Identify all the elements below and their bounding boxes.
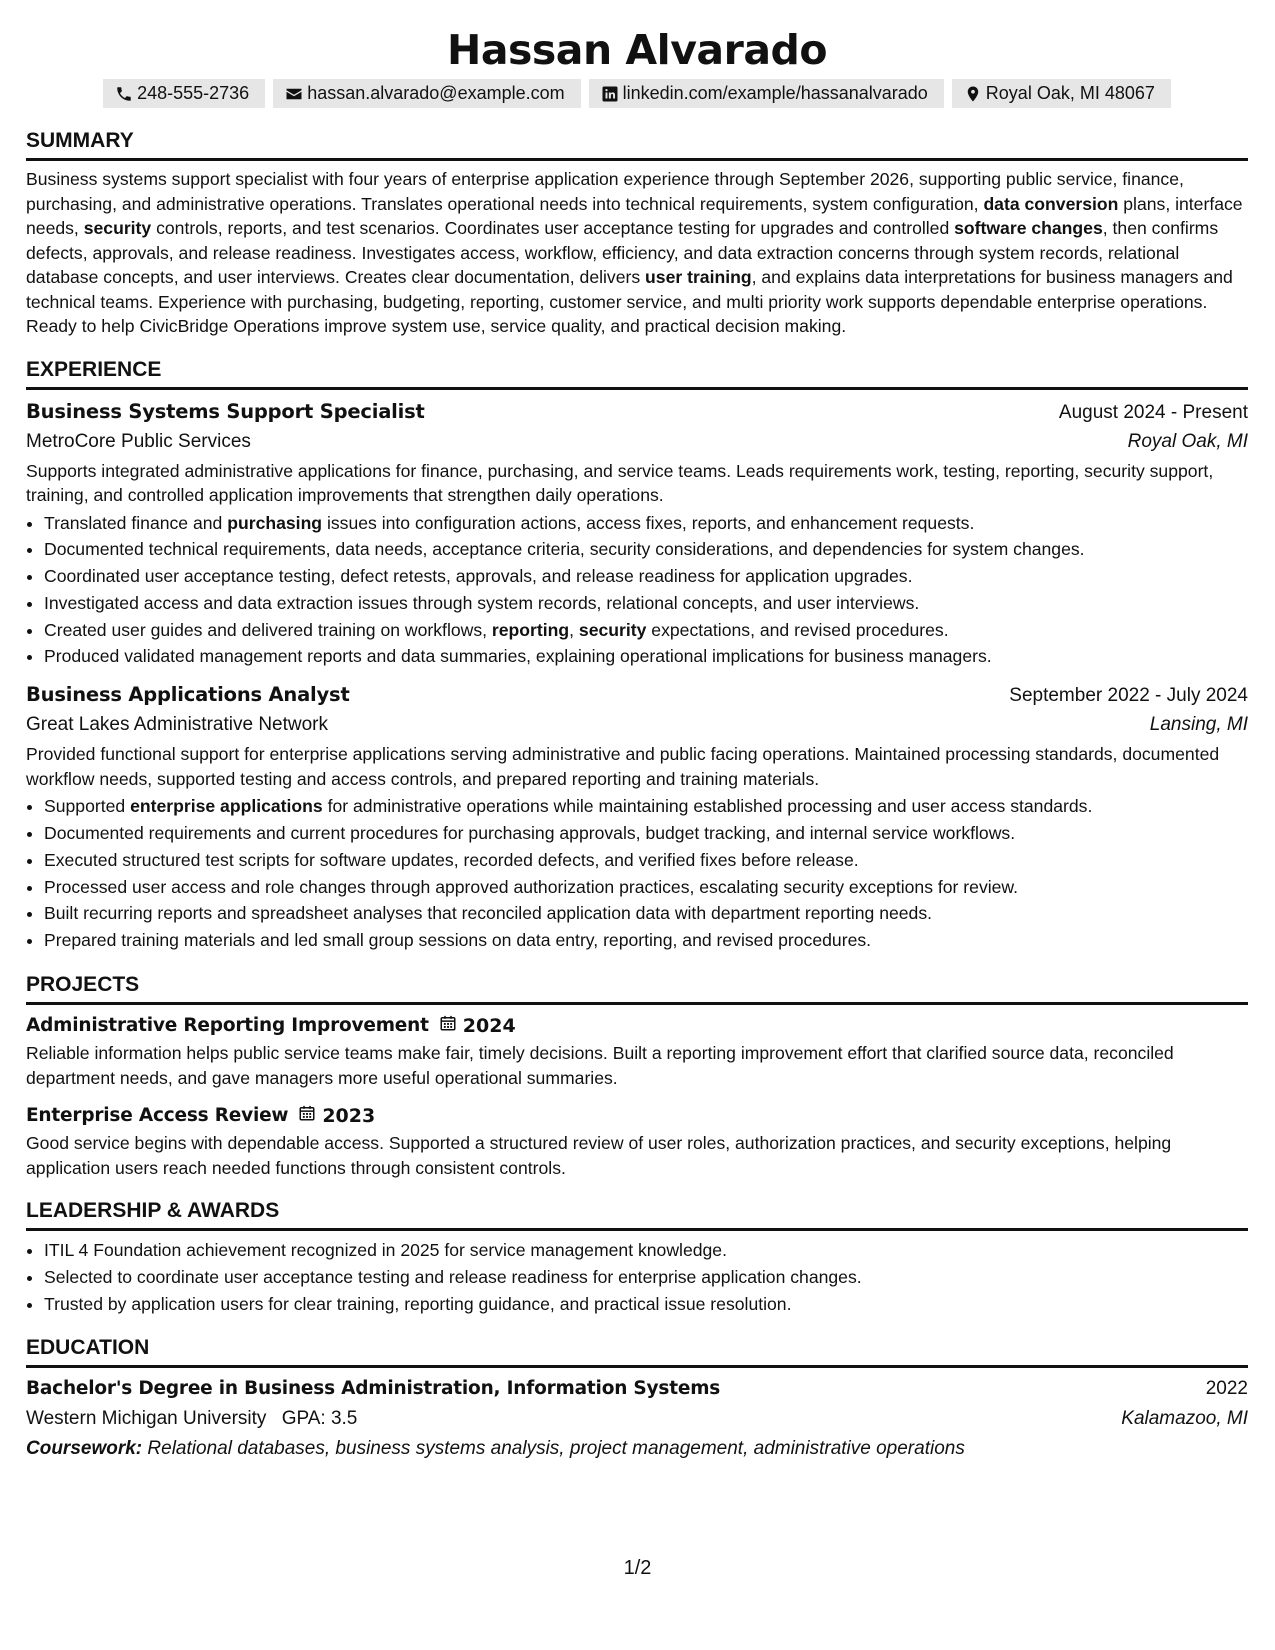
bullet-item: [44, 820, 1248, 847]
text-run: plans, interface needs,: [26, 193, 1243, 238]
text-run: Supported: [44, 796, 131, 817]
section-title-education: EDUCATION: [26, 1336, 150, 1360]
text-run: Documented requirements and current procedures for purchasing approvals, budget tracking, and internal service workflows.: [44, 823, 1016, 844]
project-year: [298, 1101, 375, 1131]
text-run: issues into configuration actions, access fixes, reports, and enhancement requests.: [322, 512, 975, 533]
summary-text: [26, 167, 1248, 339]
contact-email[interactable]: [273, 79, 580, 108]
job-bullets: [26, 510, 1248, 671]
candidate-name: Hassan Alvarado: [447, 26, 827, 74]
section-divider: [26, 1002, 1248, 1005]
project-title: Enterprise Access Review: [26, 1105, 289, 1127]
calendar-icon: [439, 1011, 457, 1041]
project-year-text: 2024: [462, 1015, 516, 1038]
bullet-item: [44, 617, 1248, 644]
contact-linkedin[interactable]: [589, 79, 944, 108]
bold-keyword: enterprise applications: [130, 796, 323, 817]
summary-section: [26, 128, 1248, 339]
bullet-item: [44, 847, 1248, 874]
list-item: • ITIL 4 Foundation achievement recognized in 2025 for service management knowledge.: [44, 1237, 1248, 1264]
contact-location-text: Royal Oak, MI 48067: [985, 83, 1155, 103]
text-run: Coordinated user acceptance testing, defect retests, approvals, and release readiness for application upgrades.: [44, 566, 913, 587]
job-description: Supports integrated administrative applications for finance, purchasing, and service teams. Leads requirements work, testing, reporting, security support, training, and controlled application improvements that strengthen daily operations.: [26, 460, 1214, 505]
project-description: Reliable information helps public service teams make fair, timely decisions. Built a reporting improvement effort that clarified source data, reconciled department needs, and gave managers more useful operational summaries.: [26, 1043, 1174, 1088]
gpa: GPA: 3.5: [281, 1408, 358, 1430]
text-run: Translated finance and: [44, 512, 228, 533]
bold-keyword: reporting: [491, 619, 570, 640]
text-run: Business systems support specialist with four years of enterprise application experience through September 2026, supporting public service, finance, purchasing, and administrative operations. Translates operational needs into technical requirements, system configuration,: [26, 169, 1184, 214]
text-run: , then confirms defects, approvals, and release readiness. Investigates access, workflow, efficiency, and data extraction concerns through system records, relational database concepts, and user interviews. Creates clear documentation, delivers: [26, 218, 1219, 287]
text-run: Prepared training materials and led small group sessions on data entry, reporting, and revised procedures.: [44, 930, 872, 951]
bold-keyword: security: [83, 218, 152, 238]
degree-title: Bachelor's Degree in Business Administration, Information Systems: [26, 1378, 721, 1400]
list-item: • Selected to coordinate user acceptance testing and release readiness for enterprise application changes.: [44, 1264, 1248, 1291]
text-run: expectations, and revised procedures.: [646, 619, 949, 640]
school-location: Kalamazoo, MI: [1121, 1408, 1248, 1430]
bold-keyword: purchasing: [227, 512, 323, 533]
job-location: Lansing, MI: [1149, 714, 1248, 736]
bold-keyword: software changes: [954, 218, 1103, 238]
bullet-item: [44, 900, 1248, 927]
project-year-text: 2023: [322, 1105, 376, 1128]
section-divider: [26, 158, 1248, 161]
bullet-item: [44, 874, 1248, 901]
phone-icon: [115, 85, 133, 103]
section-divider: [26, 1365, 1248, 1368]
contact-email-text: hassan.alvarado@example.com: [307, 83, 565, 103]
graduation-year: 2022: [1205, 1378, 1248, 1400]
text-run: Built recurring reports and spreadsheet analyses that reconciled application data with department reporting needs.: [44, 903, 933, 924]
text-run: for administrative operations while maintaining established processing and user access standards.: [322, 796, 1093, 817]
bullet-item: [44, 793, 1248, 820]
contact-phone-text: 248-555-2736: [137, 83, 250, 103]
text-run: Documented technical requirements, data needs, acceptance criteria, security considerations, and dependencies for system changes.: [44, 539, 1085, 560]
text-run: , and explains data interpretations for business managers and technical teams. Experience with purchasing, budgeting, reporting, customer service, and multi priority work supports dependable enterprise operations. Ready to help CivicBridge Operations improve system use, service quality, and practical decision making.: [26, 267, 1233, 336]
school-info: [26, 1404, 357, 1434]
bullet-item: [44, 510, 1248, 537]
bold-keyword: data conversion: [983, 193, 1119, 214]
job-title: Business Systems Support Specialist: [26, 399, 425, 423]
job-description: Provided functional support for enterprise applications serving administrative and public facing operations. Maintained processing standards, documented workflow needs, supported testing and access controls, and prepared reporting and training materials.: [26, 744, 1220, 789]
bullet-item: [44, 590, 1248, 617]
bullet-item: [44, 927, 1248, 954]
project-entry: [26, 1101, 1248, 1180]
education-section: [26, 1335, 1248, 1464]
leadership-section: [26, 1198, 1248, 1317]
text-run: Executed structured test scripts for software updates, recorded defects, and verified fixes before release.: [44, 849, 859, 870]
page-number: 1/2: [623, 1557, 652, 1579]
section-title-experience: EXPERIENCE: [26, 357, 162, 381]
school-name: Western Michigan University: [26, 1408, 267, 1430]
contact-linkedin-text: linkedin.com/example/hassanalvarado: [622, 83, 928, 103]
calendar-icon: [298, 1101, 316, 1131]
contact-location: [952, 79, 1171, 108]
project-description: Good service begins with dependable access. Supported a structured review of user roles, authorization practices, and security exceptions, helping application users reach needed functions through consistent controls.: [26, 1133, 1172, 1178]
contact-bar: [26, 79, 1248, 108]
bold-keyword: security: [578, 619, 647, 640]
company-name: MetroCore Public Services: [26, 430, 251, 452]
bullet-item: [44, 536, 1248, 563]
project-entry: [26, 1011, 1248, 1090]
coursework-label: Coursework:: [26, 1438, 143, 1460]
envelope-icon: [285, 85, 303, 103]
job-entry: [26, 396, 1248, 671]
job-dates: August 2024 - Present: [1058, 401, 1248, 423]
projects-section: [26, 972, 1248, 1180]
linkedin-icon: [601, 85, 619, 103]
section-divider: [26, 387, 1248, 390]
text-run: ,: [569, 619, 579, 640]
bold-keyword: user training: [645, 267, 752, 287]
bullet-item: [44, 563, 1248, 590]
project-year: [439, 1011, 516, 1041]
coursework: [26, 1434, 1248, 1464]
job-title: Business Applications Analyst: [26, 683, 350, 707]
job-location: Royal Oak, MI: [1127, 430, 1248, 452]
text-run: controls, reports, and test scenarios. Coordinates user acceptance testing for upgrades and controlled: [151, 218, 955, 238]
list-item: • Trusted by application users for clear training, reporting guidance, and practical issue resolution.: [44, 1291, 1248, 1318]
map-pin-icon: [964, 85, 982, 103]
section-title-projects: PROJECTS: [26, 973, 140, 997]
leadership-list: [26, 1237, 1248, 1317]
experience-section: [26, 357, 1248, 955]
section-title-summary: SUMMARY: [26, 129, 134, 152]
text-run: Created user guides and delivered training on workflows,: [44, 619, 492, 640]
text-run: Investigated access and data extraction issues through system records, relational concepts, and user interviews.: [44, 592, 920, 613]
coursework-text: Relational databases, business systems analysis, project management, administrative operations: [147, 1438, 965, 1460]
bullet-item: [44, 643, 1248, 670]
job-entry: [26, 679, 1248, 954]
contact-phone: [103, 79, 265, 108]
text-run: Produced validated management reports and data summaries, explaining operational implications for business managers.: [44, 646, 992, 667]
section-title-leadership: LEADERSHIP & AWARDS: [26, 1199, 280, 1223]
resume-page: [26, 0, 1248, 1464]
text-run: Processed user access and role changes through approved authorization practices, escalating security exceptions for review.: [44, 876, 1019, 897]
company-name: Great Lakes Administrative Network: [26, 714, 329, 736]
section-divider: [26, 1228, 1248, 1231]
job-bullets: [26, 793, 1248, 954]
project-title: Administrative Reporting Improvement: [26, 1015, 429, 1037]
job-dates: September 2022 - July 2024: [1009, 685, 1248, 707]
